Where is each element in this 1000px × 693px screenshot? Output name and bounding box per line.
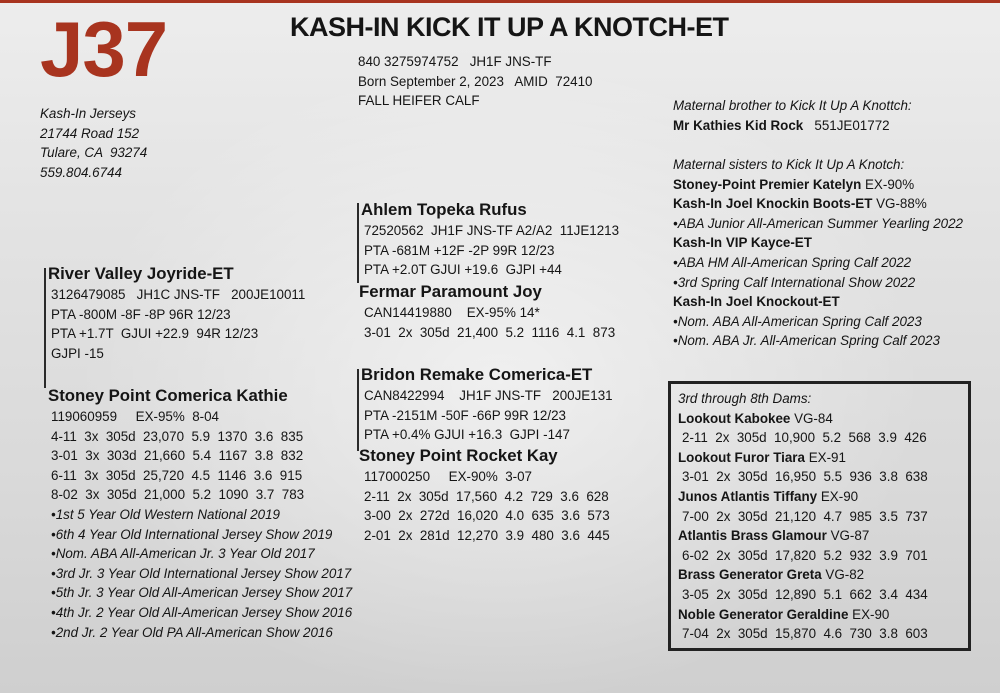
sister-name: Kash-In VIP Kayce-ET — [673, 235, 812, 251]
dam-entry-name: Atlantis Brass Glamour VG-87 — [678, 528, 870, 544]
sire-name: River Valley Joyride-ET — [48, 264, 234, 283]
registration-line: 840 3275974752 JH1F JNS-TF — [358, 54, 552, 69]
dam-block — [48, 385, 352, 642]
dam-sire-line: PTA -2151M -50F -66P 99R 12/23 — [364, 407, 566, 423]
sire-dam-name: Fermar Paramount Joy — [359, 282, 542, 301]
dam-entry-record: 6-02 2x 305d 17,820 5.2 932 3.9 701 — [682, 547, 928, 563]
sire-sire-block — [361, 199, 619, 280]
dam-honor: •2nd Jr. 2 Year Old PA All-American Show 2016 — [51, 624, 333, 640]
dam-entry-record: 2-11 2x 305d 10,900 5.2 568 3.9 426 — [682, 430, 927, 446]
sire-sire-line: PTA -681M +12F -2P 99R 12/23 — [364, 242, 555, 258]
breeder-name: Kash-In Jerseys — [40, 106, 137, 121]
sister-score: EX-90% — [865, 176, 915, 192]
dam-honor: •1st 5 Year Old Western National 2019 — [51, 506, 280, 522]
top-rule — [0, 0, 1000, 3]
maternal-brother-heading: Maternal brother to Kick It Up A Knottch: — [673, 98, 912, 113]
dams-box-heading: 3rd through 8th Dams: — [678, 391, 812, 406]
sire-sire-line: PTA +2.0T GJUI +19.6 GJPI +44 — [364, 262, 562, 278]
sister-honor: •ABA HM All-American Spring Calf 2022 — [673, 254, 912, 270]
sister-name: Kash-In Joel Knockout-ET — [673, 294, 840, 310]
dam-honor: •3rd Jr. 3 Year Old International Jersey Show 2017 — [51, 565, 352, 581]
breeder-info — [40, 104, 147, 182]
sire-bracket — [44, 268, 46, 388]
animal-info — [358, 52, 592, 111]
dam-entry-record: 3-01 2x 305d 16,950 5.5 936 3.8 638 — [682, 469, 928, 485]
class-line: FALL HEIFER CALF — [358, 93, 480, 109]
dam-entry-score: EX-90 — [852, 606, 890, 622]
dam-entry-score: EX-90 — [820, 488, 859, 504]
dam-sire-line: PTA +0.4% GJUI +16.3 GJPI -147 — [364, 427, 570, 443]
dam-entry-score: VG-84 — [794, 410, 833, 426]
dam-entry-name: Lookout Furor Tiara EX-91 — [678, 449, 846, 465]
dam-sire-bracket — [357, 369, 359, 451]
animal-title: KASH-IN KICK IT UP A KNOTCH-ET — [290, 12, 729, 42]
sire-line: PTA -800M -8F -8P 96R 12/23 — [51, 306, 231, 322]
dam-dam-block — [359, 445, 610, 545]
dam-sire-line: CAN8422994 JH1F JNS-TF 200JE131 — [364, 388, 613, 403]
dam-sire-name: Bridon Remake Comerica-ET — [361, 365, 593, 384]
dam-line: 119060959 EX-95% 8-04 — [51, 409, 219, 424]
dam-honor: •5th Jr. 3 Year Old All-American Jersey Show 2017 — [51, 585, 353, 601]
dam-line: 4-11 3x 305d 23,070 5.9 1370 3.6 835 — [51, 428, 304, 444]
sister-score: VG-88% — [876, 196, 927, 212]
dam-dam-line: 2-01 2x 281d 12,270 3.9 480 3.6 445 — [364, 527, 610, 543]
dam-entry-name: Junos Atlantis Tiffany EX-90 — [678, 488, 859, 504]
dam-entry-record: 7-04 2x 305d 15,870 4.6 730 3.8 603 — [682, 626, 928, 642]
sister-name: Kash-In Joel Knockin Boots-ET — [673, 196, 873, 212]
sire-line: GJPI -15 — [51, 345, 104, 361]
dam-entry-record: 3-05 2x 305d 12,890 5.1 662 3.4 434 — [682, 586, 928, 602]
breeder-city: Tulare, CA 93274 — [40, 145, 148, 161]
sister-honor: •Nom. ABA Jr. All-American Spring Calf 2023 — [673, 333, 940, 349]
sister-honor: •Nom. ABA All-American Spring Calf 2023 — [673, 313, 922, 329]
maternal-brother — [673, 96, 912, 135]
dams-box — [668, 381, 971, 651]
sire-block — [48, 263, 305, 363]
breeder-address: 21744 Road 152 — [40, 125, 140, 141]
maternal-sisters-heading: Maternal sisters to Kick It Up A Knotch: — [673, 157, 905, 172]
dam-line: 6-11 3x 305d 25,720 4.5 1146 3.6 915 — [51, 467, 303, 483]
sire-sire-name: Ahlem Topeka Rufus — [361, 200, 527, 219]
sister-honor: •ABA Junior All-American Summer Yearling 2022 — [673, 215, 963, 231]
sire-dam-block — [359, 281, 615, 342]
dam-entry-score: EX-91 — [808, 449, 846, 465]
dam-line: 3-01 3x 303d 21,660 5.4 1167 3.8 832 — [51, 448, 304, 464]
dam-entry-score: VG-87 — [830, 528, 870, 544]
maternal-sisters — [673, 155, 963, 351]
dam-dam-line: 3-00 2x 272d 16,020 4.0 635 3.6 573 — [364, 508, 610, 524]
sire-line: 3126479085 JH1C JNS-TF 200JE10011 — [51, 287, 306, 302]
dam-sire-block — [361, 364, 613, 445]
birth-line: Born September 2, 2023 AMID 72410 — [358, 73, 593, 89]
maternal-brother-reg: 551JE01772 — [814, 117, 890, 133]
dam-entry-name: Brass Generator Greta VG-82 — [678, 567, 865, 583]
dam-name: Stoney Point Comerica Kathie — [48, 386, 288, 405]
sire-sire-line: 72520562 JH1F JNS-TF A2/A2 11JE1213 — [364, 223, 620, 238]
dam-entry-name: Lookout Kabokee VG-84 — [678, 410, 833, 426]
dam-entry-name: Noble Generator Geraldine EX-90 — [678, 606, 890, 622]
dam-dam-line: 117000250 EX-90% 3-07 — [364, 469, 532, 484]
breeder-phone: 559.804.6744 — [40, 164, 122, 180]
lot-number: J37 — [40, 5, 168, 93]
sire-sire-bracket — [357, 203, 359, 283]
sister-name: Stoney-Point Premier Katelyn — [673, 176, 862, 192]
dam-honor: •6th 4 Year Old International Jersey Show 2019 — [51, 526, 333, 542]
sister-honor: •3rd Spring Calf International Show 2022 — [673, 274, 916, 290]
dam-entry-score: VG-82 — [825, 567, 865, 583]
dam-entry-record: 7-00 2x 305d 21,120 4.7 985 3.5 737 — [682, 508, 928, 524]
dam-dam-line: 2-11 2x 305d 17,560 4.2 729 3.6 628 — [364, 488, 609, 504]
dam-honor: •4th Jr. 2 Year Old All-American Jersey Show 2016 — [51, 604, 353, 620]
dam-line: 8-02 3x 305d 21,000 5.2 1090 3.7 783 — [51, 487, 305, 503]
sire-line: PTA +1.7T GJUI +22.9 94R 12/23 — [51, 326, 259, 342]
sire-dam-line: CAN14419880 EX-95% 14* — [364, 305, 540, 320]
sire-dam-line: 3-01 2x 305d 21,400 5.2 1116 4.1 873 — [364, 324, 616, 340]
maternal-brother-name: Mr Kathies Kid Rock — [673, 117, 804, 133]
dam-honor: •Nom. ABA All-American Jr. 3 Year Old 2017 — [51, 546, 315, 562]
dam-dam-name: Stoney Point Rocket Kay — [359, 446, 558, 465]
